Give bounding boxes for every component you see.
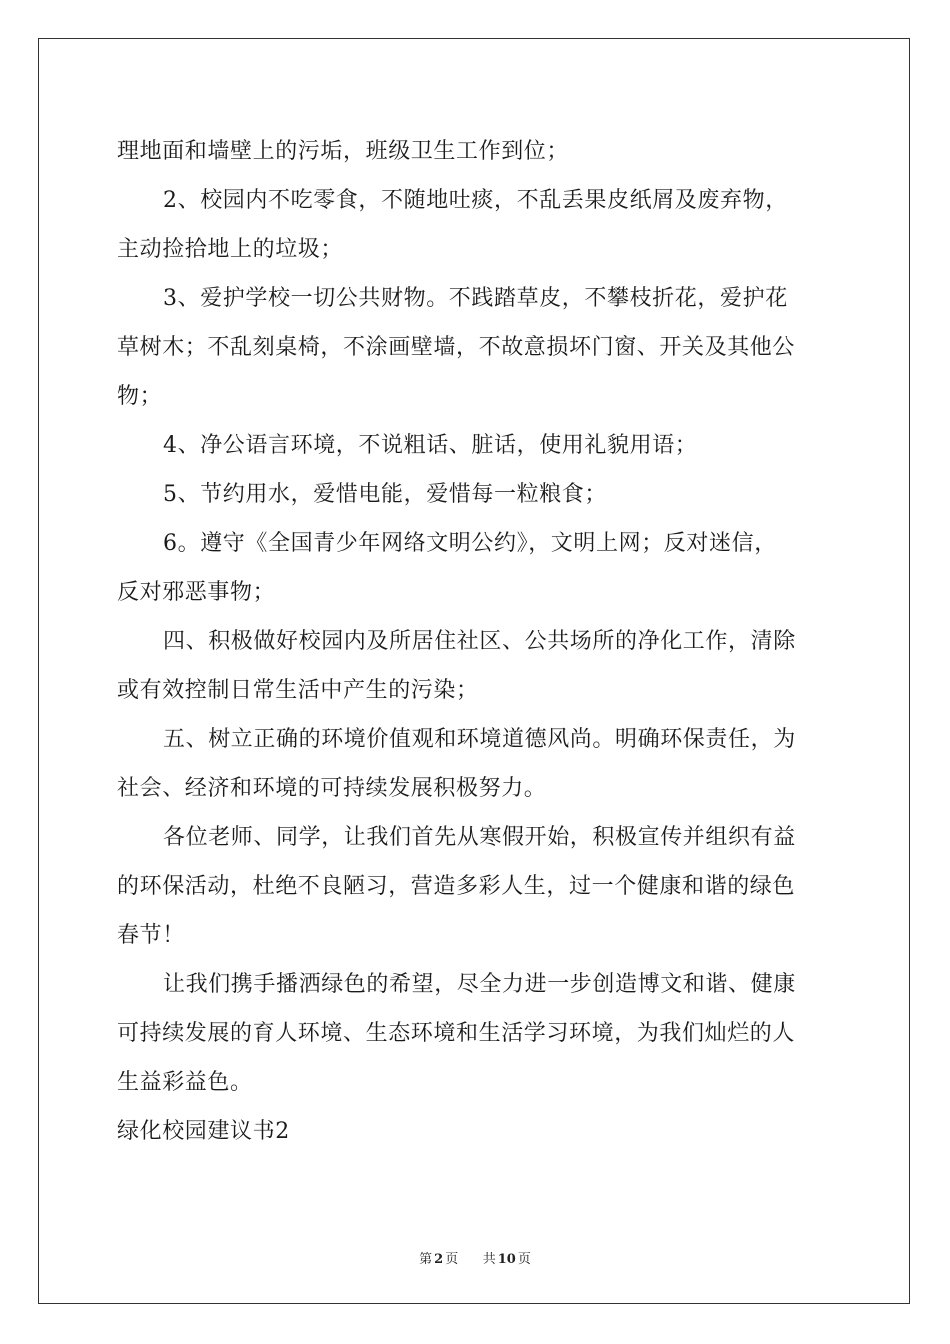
paragraph-closing: 让我们携手播洒绿色的希望，尽全力进一步创造博文和谐、健康 (163, 972, 796, 997)
page-indicator (417, 1252, 460, 1267)
paragraph-item-4: 4、净公语言环境，不说粗话、脏话，使用礼貌用语； (163, 433, 698, 458)
paragraph-section-4: 四、积极做好校园内及所居住社区、公共场所的净化工作，清除 (163, 629, 796, 654)
text-line: 生益彩益色。 (117, 1070, 253, 1095)
text-line: 可持续发展的育人环境、生态环境和生活学习环境，为我们灿烂的人 (117, 1021, 796, 1046)
total-prefix: 共 (482, 1252, 496, 1267)
text-line: 主动捡拾地上的垃圾； (117, 237, 344, 262)
page-suffix: 页 (445, 1252, 459, 1267)
document-body (117, 127, 837, 1156)
text-line: 草树木；不乱刻桌椅，不涂画壁墙，不故意损坏门窗、开关及其他公 (117, 335, 796, 360)
text-line: 理地面和墙壁上的污垢，班级卫生工作到位； (117, 139, 570, 164)
page-number: 2 (434, 1252, 444, 1267)
total-indicator (481, 1252, 533, 1267)
text-line: 物； (117, 384, 163, 409)
text-line: 社会、经济和环境的可持续发展积极努力。 (117, 776, 547, 801)
paragraph-item-2: 2、校园内不吃零食，不随地吐痰，不乱丢果皮纸屑及废弃物， (163, 188, 788, 213)
paragraph-appeal: 各位老师、同学，让我们首先从寒假开始，积极宣传并组织有益 (163, 825, 796, 850)
page-prefix: 第 (419, 1252, 433, 1267)
paragraph-section-5: 五、树立正确的环境价值观和环境道德风尚。明确环保责任，为 (163, 727, 796, 752)
text-line: 反对邪恶事物； (117, 580, 276, 605)
text-line: 春节！ (117, 923, 185, 948)
text-line: 或有效控制日常生活中产生的污染； (117, 678, 479, 703)
page-footer (0, 1248, 950, 1267)
total-suffix: 页 (517, 1252, 531, 1267)
paragraph-item-3: 3、爱护学校一切公共财物。不践踏草皮，不攀枝折花，爱护花 (163, 286, 788, 311)
paragraph-item-6: 6。遵守《全国青少年网络文明公约》，文明上网；反对迷信， (163, 531, 777, 556)
text-line: 的环保活动，杜绝不良陋习，营造多彩人生，过一个健康和谐的绿色 (117, 874, 796, 899)
total-pages: 10 (497, 1252, 516, 1267)
paragraph-item-5: 5、节约用水，爱惜电能，爱惜每一粒粮食； (163, 482, 607, 507)
section-heading: 绿化校园建议书2 (117, 1119, 290, 1144)
